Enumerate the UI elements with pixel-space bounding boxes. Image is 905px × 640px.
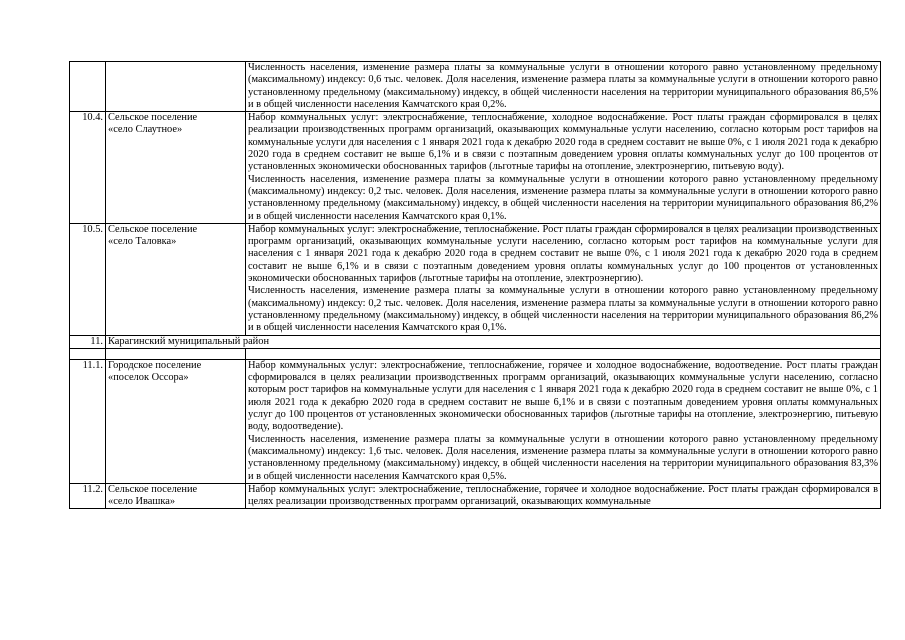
row-number bbox=[70, 62, 106, 112]
settlement-name bbox=[106, 223, 246, 335]
population-paragraph: Численность населения, изменение размера платы за коммунальные услуги в отношении которого равно установленному предельному (максимальному) индексу: 0,2 тыс. человек. Доля населения, изменение размера платы за коммунальные услуги в отношении которого равно установленному предельному (максимальному) индексу, в общей численности населения на территории муниципального образования 86,2% и в общей численности населения Камчатского края 0,1%. bbox=[248, 173, 878, 222]
population-paragraph: Численность населения, изменение размера платы за коммунальные услуги в отношении которого равно установленному предельному (максимальному) индексу: 0,6 тыс. человек. Доля населения, изменение размера платы за коммунальные услуги в отношении которого равно установленному предельному (максимальному) индексу, в общей численности населения на территории муниципального образования 86,5% и в общей численности населения Камчатского края 0,2%. bbox=[248, 62, 878, 110]
row-description bbox=[246, 359, 881, 483]
settlement-name bbox=[106, 112, 246, 224]
row-number: 10.5. bbox=[70, 223, 106, 335]
row-description bbox=[246, 62, 881, 112]
section-row bbox=[70, 335, 881, 348]
row-description bbox=[246, 483, 881, 509]
settlement-type: Сельское поселение bbox=[108, 223, 198, 235]
row-number: 11.2. bbox=[70, 483, 106, 509]
settlement-title: «село Ивашка» bbox=[108, 496, 176, 508]
settlement-name bbox=[106, 62, 246, 112]
spacer-row bbox=[70, 348, 881, 359]
table-row bbox=[70, 359, 881, 483]
row-description bbox=[246, 223, 881, 335]
utility-tariff-table bbox=[69, 61, 881, 509]
services-paragraph: Набор коммунальных услуг: электроснабжение, теплоснабжение, холодное водоснабжение. Рост платы граждан сформировался в целях реализации производственных программ организаций, оказывающих коммунальные услуги населению, согласно которым рост тарифов на коммунальные услуги для населения с 1 января 2021 года к декабрю 2020 года в среднем составит не выше 0%, с 1 июля 2021 года к декабрю 2020 года в среднем составит не выше 6,1% и в связи с поэтапным доведением уровня оплаты коммунальных услуг до 100 процентов от установленных экономически обоснованных тарифов (льготные тарифы на отопление, электроэнергию, питьевую воду). bbox=[248, 112, 878, 173]
section-number: 11. bbox=[70, 335, 106, 348]
services-paragraph: Набор коммунальных услуг: электроснабжение, теплоснабжение, горячее и холодное водоснабжение, водоотведение. Рост платы граждан сформировался в целях реализации производственных программ организаций, оказывающих коммунальные услуги населению, согласно которым рост тарифов на коммунальные услуги для населения с 1 января 2021 года к декабрю 2020 года в среднем составит не выше 0%, с 1 июля 2021 года к декабрю 2020 года в среднем составит не выше 6,1% и в связи с поэтапным доведением уровня оплаты коммунальных услуг до 100 процентов от установленных экономически обоснованных тарифов (льготные тарифы на отопление, электроэнергию, питьевую воду, водоотведение). bbox=[248, 359, 878, 433]
table-row bbox=[70, 483, 881, 509]
population-paragraph: Численность населения, изменение размера платы за коммунальные услуги в отношении которого равно установленному предельному (максимальному) индексу: 0,2 тыс. человек. Доля населения, изменение размера платы за коммунальные услуги в отношении которого равно установленному предельному (максимальному) индексу, в общей численности населения на территории муниципального образования 86,2% и в общей численности населения Камчатского края 0,1%. bbox=[248, 285, 878, 334]
row-number: 10.4. bbox=[70, 112, 106, 224]
table-row bbox=[70, 62, 881, 112]
table-row bbox=[70, 223, 881, 335]
settlement-title: «село Слаутное» bbox=[108, 124, 183, 136]
services-paragraph: Набор коммунальных услуг: электроснабжение, теплоснабжение. Рост платы граждан сформировался в целях реализации производственных программ организаций, оказывающих коммунальные услуги населению, согласно которым рост тарифов на коммунальные услуги для населения с 1 января 2021 года к декабрю 2020 года в среднем составит не выше 0%, с 1 июля 2021 года к декабрю 2020 года в среднем составит не выше 6,1% и в связи с поэтапным доведением уровня оплаты коммунальных услуг до 100 процентов от установленных экономически обоснованных тарифов (льготные тарифы на отопление, электроэнергию). bbox=[248, 223, 878, 285]
section-title-text: Карагинский муниципальный район bbox=[108, 335, 269, 347]
settlement-name bbox=[106, 359, 246, 483]
settlement-name bbox=[106, 483, 246, 509]
settlement-type: Сельское поселение bbox=[108, 112, 198, 124]
row-description bbox=[246, 112, 881, 224]
settlement-title: «поселок Оссора» bbox=[108, 372, 189, 384]
row-number: 11.1. bbox=[70, 359, 106, 483]
table-row bbox=[70, 112, 881, 224]
services-paragraph: Набор коммунальных услуг: электроснабжение, теплоснабжение, горячее и холодное водоснабжение. Рост платы граждан сформировался в целях реализации производственных программ организаций, оказывающих коммунальные bbox=[248, 483, 878, 508]
section-title bbox=[106, 335, 881, 348]
settlement-type: Городское поселение bbox=[108, 359, 202, 371]
settlement-type: Сельское поселение bbox=[108, 483, 198, 495]
settlement-title: «село Таловка» bbox=[108, 236, 177, 248]
population-paragraph: Численность населения, изменение размера платы за коммунальные услуги в отношении которого равно установленному предельному (максимальному) индексу: 1,6 тыс. человек. Доля населения, изменение размера платы за коммунальные услуги в отношении которого равно установленному предельному (максимальному) индексу, в общей численности населения на территории муниципального образования 83,3% и в общей численности населения Камчатского края 0,5%. bbox=[248, 433, 878, 482]
